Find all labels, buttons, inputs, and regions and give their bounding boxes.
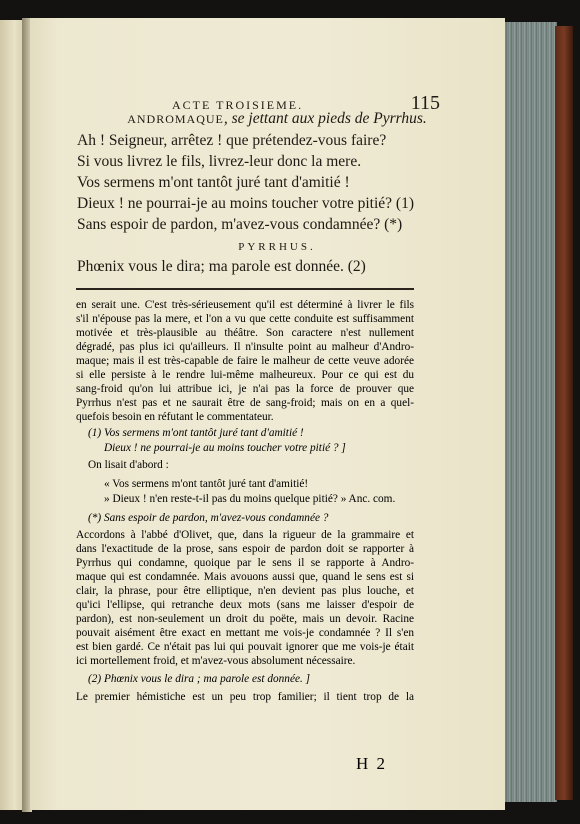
- verse-line: Dieux ! ne pourrai-je au moins toucher votre pitié? (1): [77, 195, 415, 212]
- note-line: maque qui est condamnée. Mais avouons aussi que, quand le sens est si: [76, 571, 414, 583]
- note-line: si elle persiste à le rendre lui-même malheureux. Pour ce qui est du: [76, 369, 414, 381]
- note-line: clair, la phrase, pour être elliptique, n'en devient pas plus louche, et: [76, 585, 414, 597]
- note-line: pouvait aisément être exact en mettant me vois-je condamnée ? Il s'en: [76, 627, 414, 639]
- note-line: qu'ici l'ellipse, qui retranche deux mots (sans me laisser d'espoir de: [76, 599, 414, 611]
- note-line: pardon), est non-seulement un droit du poëte, mais un devoir. Racine: [76, 613, 414, 625]
- page-fore-edge: [503, 22, 557, 802]
- verse-line: Ah ! Seigneur, arrêtez ! que prétendez-vous faire?: [77, 132, 387, 149]
- previous-page-edge: [0, 20, 24, 810]
- note-line: dégradé, pas plus ici qu'ailleurs. Il n'insulte point au malheur d'Andro-: [76, 341, 414, 353]
- speaker-name: ANDROMAQUE: [127, 112, 224, 126]
- note-line: On lisait d'abord :: [88, 459, 169, 471]
- page-number: 115: [410, 92, 440, 114]
- verse-line: Si vous livrez le fils, livrez-leur donc la mere.: [77, 153, 362, 170]
- act-title: ACTE TROISIEME.: [172, 98, 304, 112]
- note-line: Le premier hémistiche est un peu trop familier; il tient trop de la: [76, 691, 414, 703]
- note-line: Pyrrhus n'est pas et ne saurait être de sang-froid; mais on en a quel-: [76, 397, 414, 409]
- note-line: maque; mais il est très-capable de faire le malheur de cette veuve adorée: [76, 355, 414, 367]
- note-quote: « Vos sermens m'ont tantôt juré tant d'amitié!: [104, 478, 309, 490]
- note-line: motivée et très-plausible au théâtre. Son caractere n'est nullement: [76, 327, 414, 339]
- book-cover-edge: [555, 26, 573, 800]
- speaker-pyrrhus: PYRRHUS.: [238, 241, 316, 253]
- note-line: s'il n'épouse pas la mere, et l'on a vu que cette conduite est suffisamment: [76, 313, 414, 325]
- signature-mark: H 2: [356, 754, 388, 773]
- note-quote: » Dieux ! n'en reste-t-il pas du moins quelque pitié? » Anc. com.: [104, 493, 396, 505]
- stage-direction: , se jettant aux pieds de Pyrrhus.: [223, 110, 427, 127]
- note-quote: Dieux ! ne pourrai-je au moins toucher votre pitié ? ]: [104, 442, 346, 454]
- note-line: est bien gardé. Ce n'était pas lui qui pouvait ignorer que me vois-je était: [76, 641, 414, 653]
- note-line: Pyrrhus qui condamne, quoique par le sens il se rapporte à Andro-: [76, 557, 414, 569]
- note-quote: (*) Sans espoir de pardon, m'avez-vous condamnée ?: [88, 512, 329, 524]
- note-line: Accordons à l'abbé d'Olivet, que, dans la rigueur de la grammaire et: [76, 529, 414, 541]
- verse-line: Phœnix vous le dira; ma parole est donnée. (2): [77, 258, 366, 275]
- note-line: en serait une. C'est très-sérieusement qu'il est déterminé à livrer le fils: [76, 299, 414, 311]
- note-line: dans l'exactitude de la prose, sans espoir de pardon doit se rapporter à: [76, 543, 414, 555]
- note-quote: (1) Vos sermens m'ont tantôt juré tant d'amitié !: [88, 427, 304, 439]
- verse-line: Sans espoir de pardon, m'avez-vous condamnée? (*): [77, 216, 403, 233]
- note-line: sang-froid qu'on lui attribue ici, je n'ai pas la force de prouver que: [76, 383, 414, 395]
- note-line: ici mortellement froid, et m'avez-vous absolument nécessaire.: [76, 655, 356, 667]
- separator-rule: [76, 288, 414, 290]
- note-line: quefois besoin en réfutant le commentateur.: [76, 411, 274, 423]
- verse-line: Vos sermens m'ont tantôt juré tant d'amitié !: [77, 174, 350, 191]
- speaker-andromaque: [77, 110, 477, 128]
- note-quote: (2) Phœnix vous le dira ; ma parole est donnée. ]: [88, 673, 311, 685]
